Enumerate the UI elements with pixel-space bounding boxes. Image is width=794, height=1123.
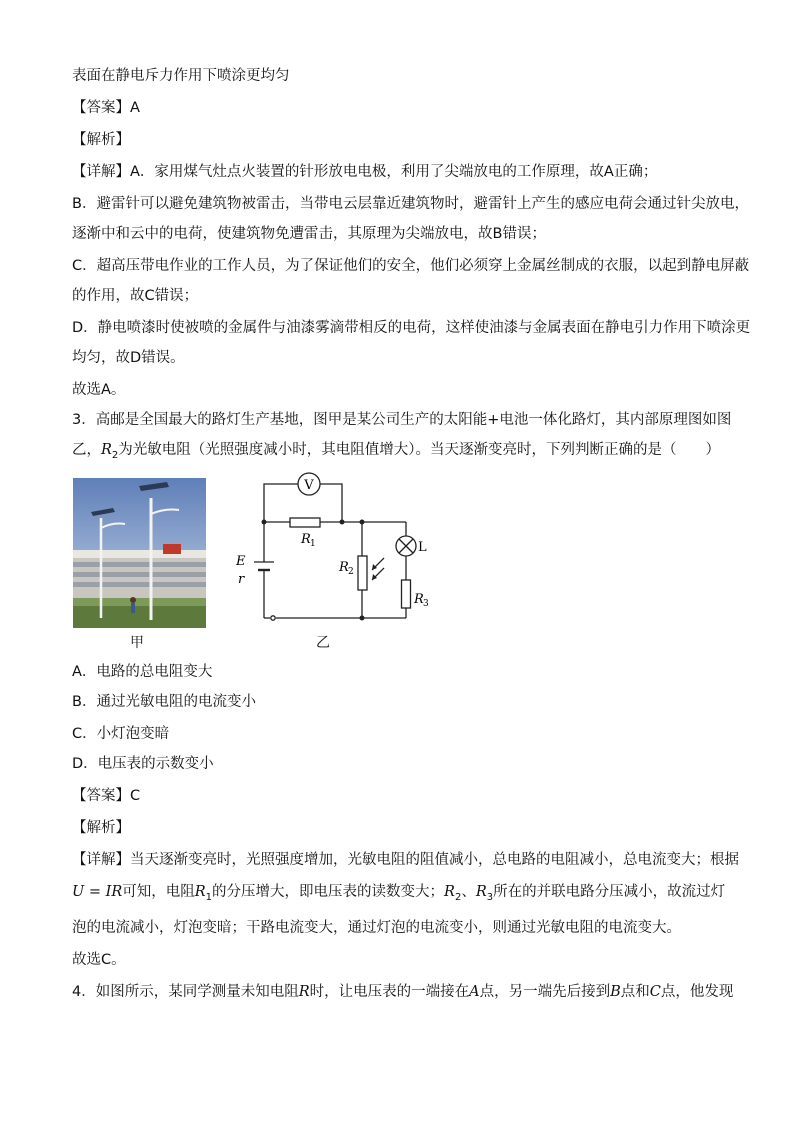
internal-resistance-label: r bbox=[238, 572, 245, 587]
detail-line-formula: U = IR可知，电阻$R_1$的分压增大，即电压表的读数变大；$R_2$、$R_3$所在的并联电路分压减小，故流过灯 bbox=[72, 884, 726, 903]
option-d: D．电压表的示数变小 bbox=[72, 756, 214, 772]
r3-label: R bbox=[414, 592, 424, 607]
answer-label: 【答案】C bbox=[72, 788, 141, 804]
street-light-photo-art bbox=[73, 478, 206, 628]
option-b: B．通过光敏电阻的电流变小 bbox=[72, 694, 256, 710]
analysis-label: 【解析】 bbox=[72, 132, 130, 148]
text-line: 均匀，故D错误。 bbox=[72, 350, 185, 366]
answer-label: 【答案】A bbox=[72, 100, 140, 116]
street-light-photo bbox=[73, 478, 206, 628]
detail-line: 泡的电流减小，灯泡变暗；干路电流变大，通过灯泡的电流变小，则通过光敏电阻的电流变大。 bbox=[72, 920, 681, 936]
conclusion-line: 故选C。 bbox=[72, 952, 126, 968]
option-c: C．小灯泡变暗 bbox=[72, 726, 170, 742]
conclusion-line: 故选A。 bbox=[72, 382, 126, 398]
text-line: 逐渐中和云中的电荷，使建筑物免遭雷击，其原理为尖端放电，故B错误； bbox=[72, 226, 546, 242]
question-3-stem-cont: 乙，$R_2$为光敏电阻（光照强度减小时，其电阻值增大）。当天逐渐变亮时，下列判断正确的是（ ） bbox=[72, 442, 721, 461]
text-line: 的作用，故C错误； bbox=[72, 288, 199, 304]
question-4-stem: 4．如图所示，某同学测量未知电阻R时，让电压表的一端接在A点，另一端先后接到B点和C点，他发现 bbox=[72, 984, 734, 1000]
r2-label: R bbox=[339, 560, 349, 575]
option-a: A．电路的总电阻变大 bbox=[72, 664, 213, 680]
r1-sub: 1 bbox=[310, 539, 316, 549]
detail-line: 【详解】当天逐渐变亮时，光照强度增加，光敏电阻的阻值减小，总电路的电阻减小，总电流变大；根据 bbox=[72, 852, 739, 868]
text-line: D．静电喷漆时使被喷的金属件与油漆雾滴带相反的电荷，这样使油漆与金属表面在静电引力作用下喷涂更 bbox=[72, 320, 751, 336]
figure-caption-yi: 乙 bbox=[316, 635, 330, 651]
emf-label: E bbox=[236, 554, 246, 569]
voltmeter-label: V bbox=[304, 478, 314, 493]
text-line: B．避雷针可以避免建筑物被雷击，当带电云层靠近建筑物时，避雷针上产生的感应电荷会通过针尖放电， bbox=[72, 196, 749, 212]
circuit-schematic bbox=[226, 466, 436, 652]
lamp-label: L bbox=[418, 540, 427, 555]
r1-label: R bbox=[301, 532, 311, 547]
r2-sub: 2 bbox=[348, 567, 354, 577]
circuit-diagram bbox=[226, 466, 436, 652]
text-line: 【详解】A．家用煤气灶点火装置的针形放电电极，利用了尖端放电的工作原理，故A正确； bbox=[72, 164, 658, 180]
text-line: C．超高压带电作业的工作人员，为了保证他们的安全，他们必须穿上金属丝制成的衣服，以起到静电屏蔽 bbox=[72, 258, 750, 274]
question-3-stem: 3．高邮是全国最大的路灯生产基地，图甲是某公司生产的太阳能+电池一体化路灯，其内部原理图如图 bbox=[72, 412, 732, 428]
figure-caption-jia: 甲 bbox=[130, 635, 144, 651]
text-line: 表面在静电斥力作用下喷涂更均匀 bbox=[72, 68, 290, 84]
analysis-label: 【解析】 bbox=[72, 820, 130, 836]
r3-sub: 3 bbox=[423, 599, 429, 609]
